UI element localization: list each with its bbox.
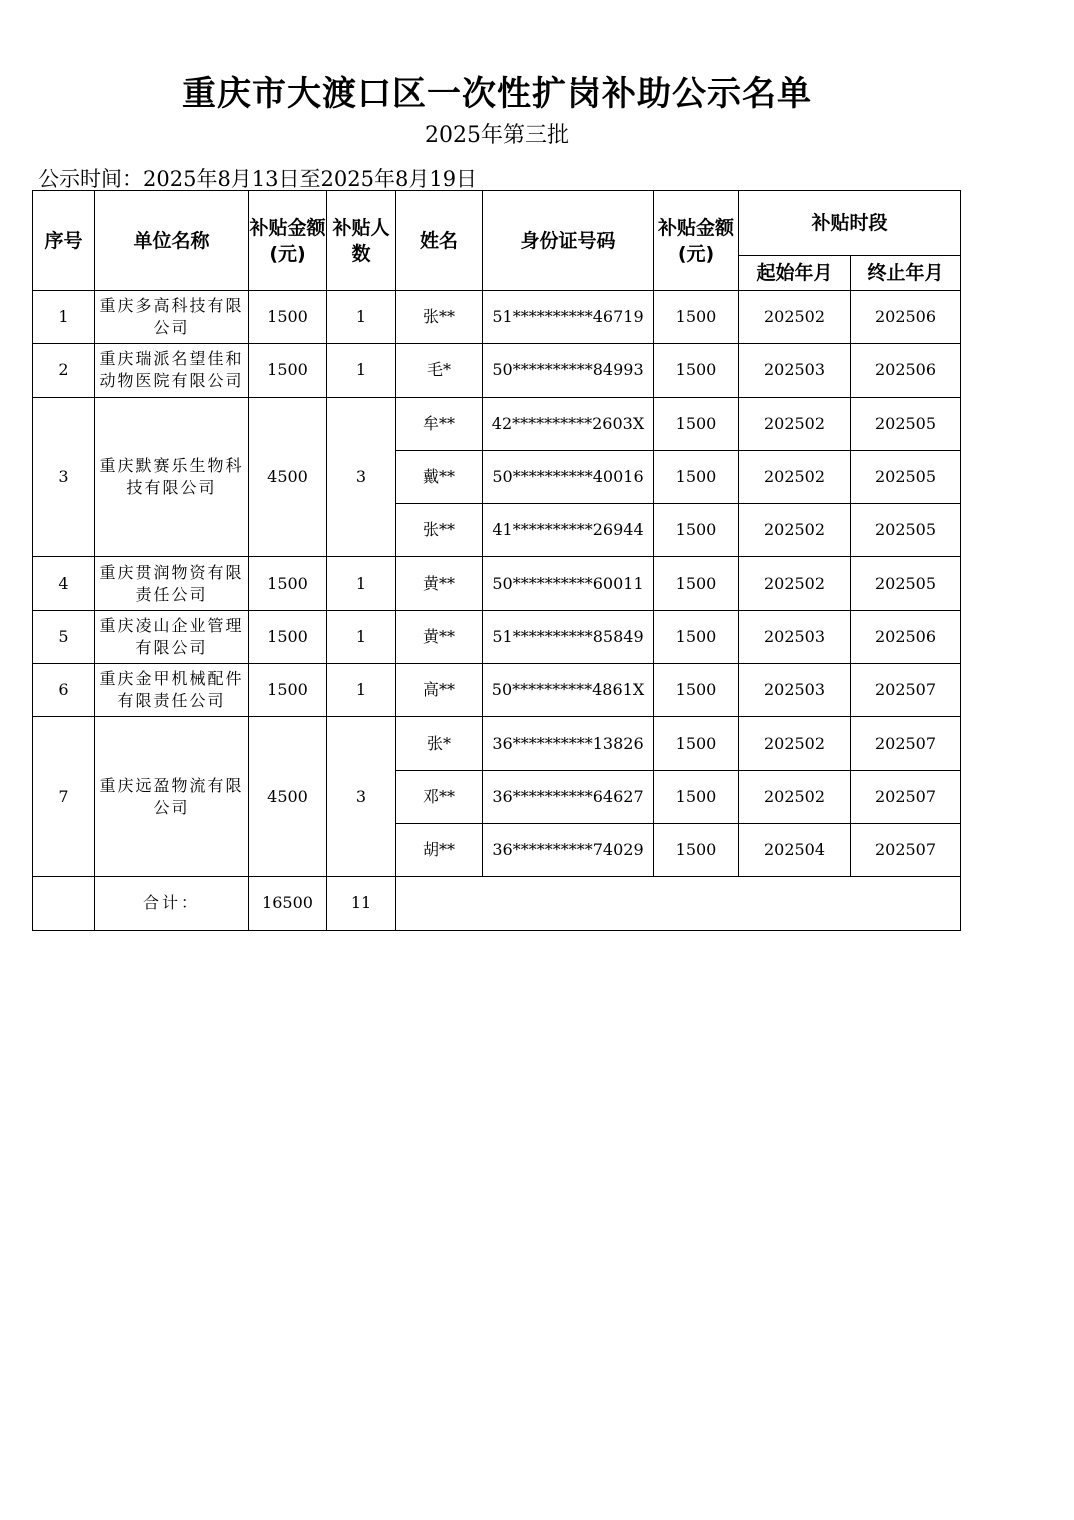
person-amount: 1500 [654,664,739,717]
company-name: 重庆远盈物流有限公司 [95,717,249,877]
end-month: 202505 [851,450,961,503]
company-name: 重庆默赛乐生物科技有限公司 [95,397,249,557]
total-empty-cell [33,877,95,930]
subsidy-table [32,190,961,931]
company-amount: 4500 [249,717,327,877]
person-amount: 1500 [654,823,739,876]
start-month: 202503 [739,664,851,717]
header-name: 姓名 [396,191,483,291]
id-number: 41**********26944 [483,504,654,557]
header-start: 起始年月 [739,256,851,291]
subsidy-count: 1 [327,610,396,663]
person-name: 毛* [396,344,483,397]
header-no: 序号 [33,191,95,291]
total-row [33,877,961,930]
row-no: 1 [33,291,95,344]
company-amount: 1500 [249,664,327,717]
start-month: 202502 [739,450,851,503]
person-amount: 1500 [654,610,739,663]
person-name: 戴** [396,450,483,503]
person-amount: 1500 [654,717,739,770]
end-month: 202505 [851,504,961,557]
table-row [33,664,961,717]
table-body [33,291,961,877]
subsidy-count: 1 [327,291,396,344]
subsidy-count: 3 [327,717,396,877]
row-no: 6 [33,664,95,717]
id-number: 50**********40016 [483,450,654,503]
table-row [33,344,961,397]
subsidy-count: 1 [327,664,396,717]
total-amount: 16500 [249,877,327,930]
id-number: 50**********84993 [483,344,654,397]
subsidy-count: 1 [327,344,396,397]
id-number: 36**********74029 [483,823,654,876]
table-row [33,291,961,344]
batch-subtitle: 2025年第三批 [425,123,569,148]
start-month: 202504 [739,823,851,876]
person-amount: 1500 [654,397,739,450]
end-month: 202506 [851,610,961,663]
table-row [33,717,961,770]
person-amount: 1500 [654,450,739,503]
person-amount: 1500 [654,504,739,557]
id-number: 36**********13826 [483,717,654,770]
company-amount: 1500 [249,557,327,610]
header-company-amount: 补贴金额(元) [249,191,327,291]
company-amount: 1500 [249,344,327,397]
header-id: 身份证号码 [483,191,654,291]
start-month: 202502 [739,717,851,770]
id-number: 50**********4861X [483,664,654,717]
end-month: 202505 [851,557,961,610]
header-amount: 补贴金额(元) [654,191,739,291]
start-month: 202502 [739,770,851,823]
company-name: 重庆凌山企业管理有限公司 [95,610,249,663]
total-count: 11 [327,877,396,930]
end-month: 202507 [851,823,961,876]
person-amount: 1500 [654,770,739,823]
id-number: 36**********64627 [483,770,654,823]
company-amount: 1500 [249,610,327,663]
row-no: 4 [33,557,95,610]
company-name: 重庆金甲机械配件有限责任公司 [95,664,249,717]
company-name: 重庆贯润物资有限责任公司 [95,557,249,610]
person-name: 牟** [396,397,483,450]
id-number: 42**********2603X [483,397,654,450]
publicity-period: 公示时间：2025年8月13日至2025年8月19日 [38,167,478,191]
person-name: 邓** [396,770,483,823]
end-month: 202507 [851,664,961,717]
person-name: 张** [396,291,483,344]
start-month: 202503 [739,610,851,663]
header-period: 补贴时段 [739,191,961,256]
company-name: 重庆瑞派名望佳和动物医院有限公司 [95,344,249,397]
table-row [33,610,961,663]
start-month: 202502 [739,557,851,610]
row-no: 2 [33,344,95,397]
header-count: 补贴人数 [327,191,396,291]
row-no: 5 [33,610,95,663]
subsidy-count: 3 [327,397,396,557]
table-row [33,397,961,450]
person-name: 黄** [396,610,483,663]
end-month: 202507 [851,770,961,823]
company-name: 重庆多高科技有限公司 [95,291,249,344]
start-month: 202503 [739,344,851,397]
id-number: 51**********46719 [483,291,654,344]
total-label: 合计： [95,877,249,930]
start-month: 202502 [739,504,851,557]
start-month: 202502 [739,291,851,344]
header-end: 终止年月 [851,256,961,291]
table-row [33,557,961,610]
person-name: 胡** [396,823,483,876]
page-title: 重庆市大渡口区一次性扩岗补助公示名单 [182,74,812,114]
row-no: 3 [33,397,95,557]
person-name: 张* [396,717,483,770]
company-amount: 4500 [249,397,327,557]
start-month: 202502 [739,397,851,450]
end-month: 202506 [851,344,961,397]
person-amount: 1500 [654,291,739,344]
person-name: 黄** [396,557,483,610]
person-amount: 1500 [654,344,739,397]
header-company: 单位名称 [95,191,249,291]
company-amount: 1500 [249,291,327,344]
id-number: 51**********85849 [483,610,654,663]
total-blank-cell [396,877,961,930]
end-month: 202507 [851,717,961,770]
id-number: 50**********60011 [483,557,654,610]
subsidy-count: 1 [327,557,396,610]
person-name: 高** [396,664,483,717]
end-month: 202505 [851,397,961,450]
person-name: 张** [396,504,483,557]
person-amount: 1500 [654,557,739,610]
end-month: 202506 [851,291,961,344]
row-no: 7 [33,717,95,877]
